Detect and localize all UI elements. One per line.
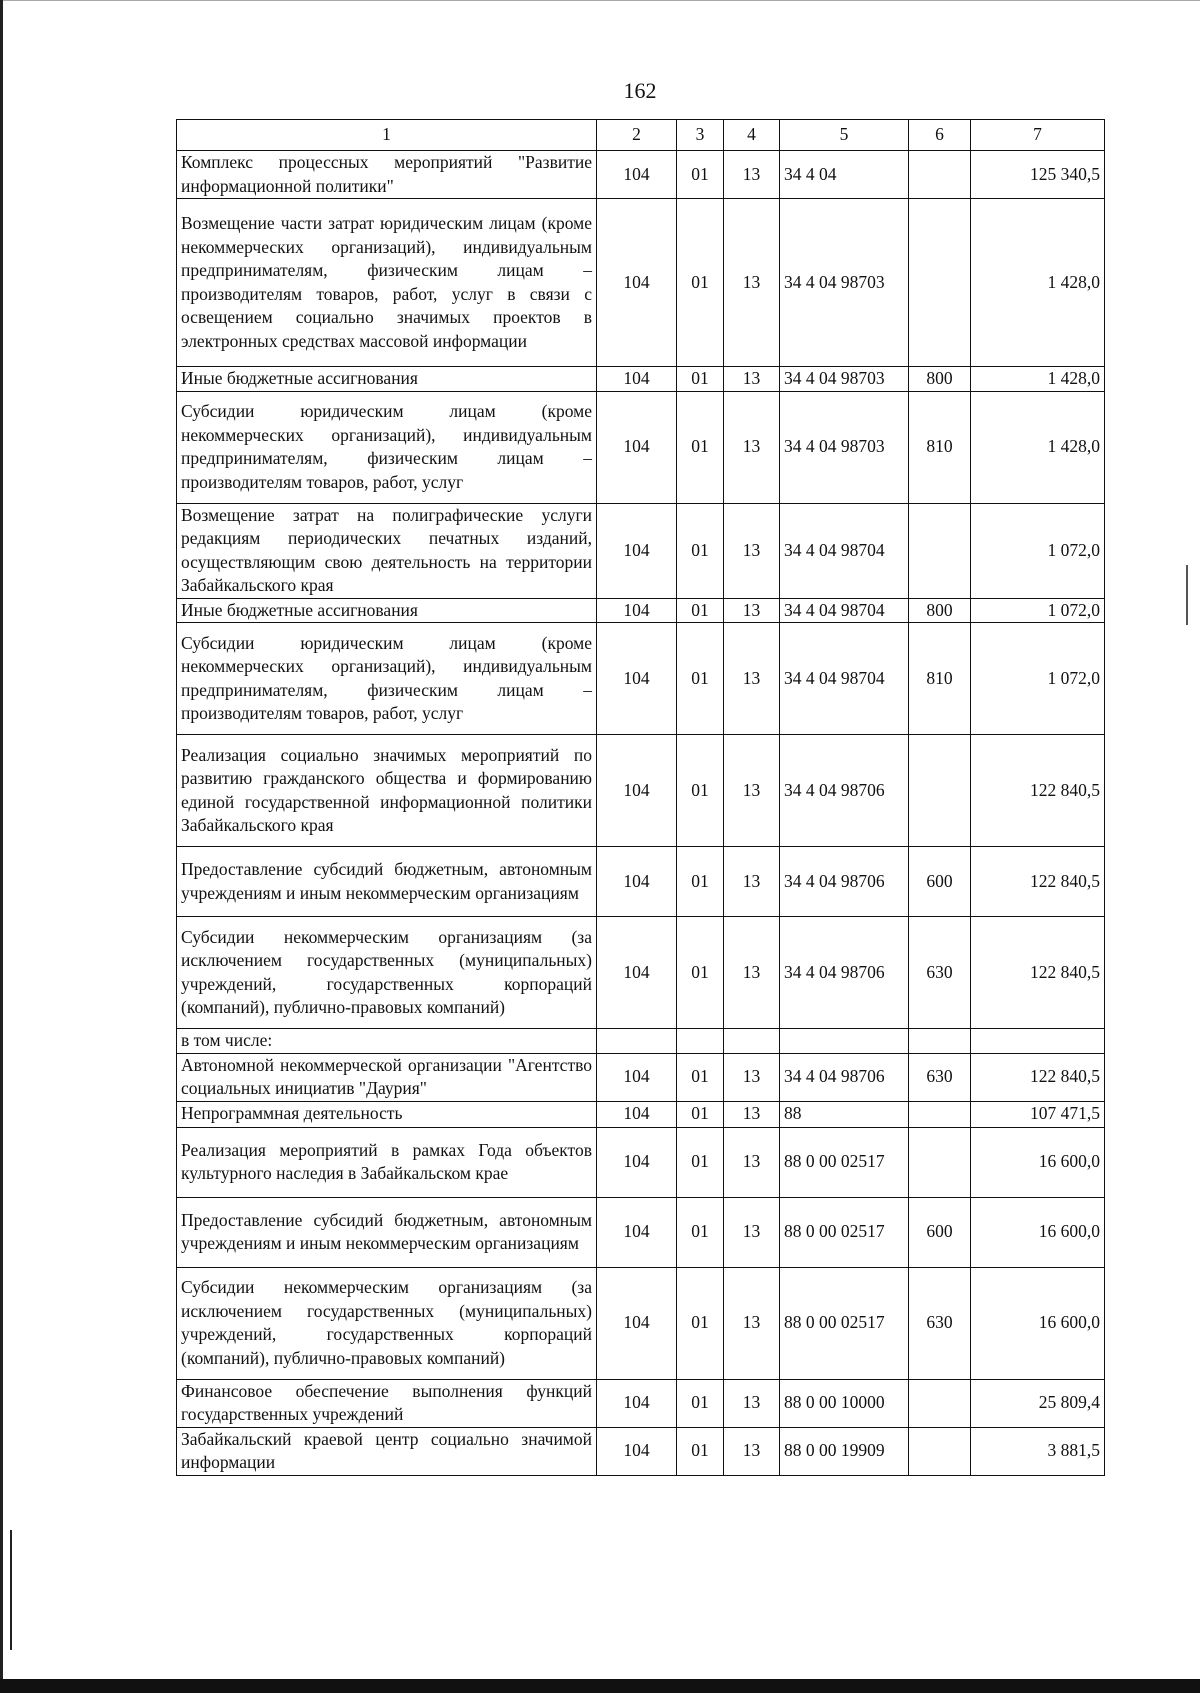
row-expense-type: 630	[909, 1267, 971, 1379]
row-expense-type	[909, 199, 971, 367]
row-section: 104	[597, 503, 677, 598]
row-code: 13	[724, 917, 780, 1029]
row-subsection: 01	[677, 391, 724, 503]
row-expense-type: 630	[909, 1053, 971, 1101]
row-code: 13	[724, 1427, 780, 1475]
row-code: 13	[724, 847, 780, 917]
table-row	[177, 391, 1105, 503]
row-expense-type	[909, 735, 971, 847]
scan-mark-right	[1186, 565, 1188, 625]
row-code	[724, 1029, 780, 1054]
row-expense-type	[909, 1127, 971, 1197]
row-description: Предоставление субсидий бюджетным, автономным учреждениям и иным некоммерческим организациям	[177, 1197, 597, 1267]
table-row	[177, 1197, 1105, 1267]
row-description: Финансовое обеспечение выполнения функций государственных учреждений	[177, 1379, 597, 1427]
row-expense-type: 800	[909, 598, 971, 623]
row-description: Автономной некоммерческой организации "Агентство социальных инициатив "Даурия"	[177, 1053, 597, 1101]
row-description: Забайкальский краевой центр социально значимой информации	[177, 1427, 597, 1475]
row-amount: 3 881,5	[971, 1427, 1105, 1475]
row-amount: 122 840,5	[971, 735, 1105, 847]
row-description: Реализация социально значимых мероприятий по развитию гражданского общества и формированию единой государственной информационной политики Забайкальского края	[177, 735, 597, 847]
row-subsection: 01	[677, 1101, 724, 1127]
row-code: 13	[724, 598, 780, 623]
row-code: 13	[724, 1053, 780, 1101]
row-description: Субсидии юридическим лицам (кроме некоммерческих организаций), индивидуальным предпринимателям, физическим лицам – производителям товаров, работ, услуг	[177, 391, 597, 503]
row-code: 13	[724, 199, 780, 367]
row-expense-type: 800	[909, 367, 971, 392]
row-amount: 122 840,5	[971, 917, 1105, 1029]
table-row	[177, 1379, 1105, 1427]
row-expense-type: 600	[909, 1197, 971, 1267]
scan-border-bottom	[0, 1679, 1200, 1693]
row-amount: 125 340,5	[971, 151, 1105, 199]
row-code: 13	[724, 1379, 780, 1427]
row-amount	[971, 1029, 1105, 1054]
table-body	[177, 151, 1105, 1476]
table-row	[177, 1101, 1105, 1127]
row-subsection: 01	[677, 598, 724, 623]
row-target-article: 34 4 04 98703	[780, 367, 909, 392]
page-number: 162	[623, 78, 657, 103]
header-col-2: 2	[597, 120, 677, 151]
row-description: Реализация мероприятий в рамках Года объектов культурного наследия в Забайкальском крае	[177, 1127, 597, 1197]
row-expense-type: 810	[909, 623, 971, 735]
row-section	[597, 1029, 677, 1054]
row-amount: 107 471,5	[971, 1101, 1105, 1127]
row-code: 13	[724, 1127, 780, 1197]
row-subsection: 01	[677, 623, 724, 735]
table-row	[177, 1267, 1105, 1379]
row-amount: 1 428,0	[971, 367, 1105, 392]
row-target-article: 34 4 04	[780, 151, 909, 199]
row-amount: 16 600,0	[971, 1267, 1105, 1379]
row-description: Субсидии некоммерческим организациям (за исключением государственных (муниципальных) учреждений, государственных корпораций (компаний), публично-правовых компаний)	[177, 1267, 597, 1379]
row-expense-type: 630	[909, 917, 971, 1029]
row-target-article: 88 0 00 02517	[780, 1267, 909, 1379]
table-row	[177, 151, 1105, 199]
table-row	[177, 1427, 1105, 1475]
table-row	[177, 503, 1105, 598]
row-target-article: 88 0 00 02517	[780, 1197, 909, 1267]
row-expense-type	[909, 1029, 971, 1054]
row-subsection: 01	[677, 847, 724, 917]
row-description: Иные бюджетные ассигнования	[177, 598, 597, 623]
row-section: 104	[597, 1101, 677, 1127]
row-description: в том числе:	[177, 1029, 597, 1054]
header-col-3: 3	[677, 120, 724, 151]
row-subsection: 01	[677, 1267, 724, 1379]
row-target-article: 34 4 04 98706	[780, 847, 909, 917]
row-target-article: 88 0 00 10000	[780, 1379, 909, 1427]
row-description: Субсидии некоммерческим организациям (за исключением государственных (муниципальных) учреждений, государственных корпораций (компаний), публично-правовых компаний)	[177, 917, 597, 1029]
row-section: 104	[597, 598, 677, 623]
row-section: 104	[597, 151, 677, 199]
row-expense-type	[909, 1427, 971, 1475]
table-row	[177, 1053, 1105, 1101]
row-target-article: 88 0 00 02517	[780, 1127, 909, 1197]
row-code: 13	[724, 503, 780, 598]
row-subsection: 01	[677, 503, 724, 598]
row-subsection: 01	[677, 151, 724, 199]
row-target-article: 34 4 04 98704	[780, 623, 909, 735]
table-row	[177, 847, 1105, 917]
row-code: 13	[724, 151, 780, 199]
scan-border-left	[0, 0, 3, 1693]
row-section: 104	[597, 1379, 677, 1427]
header-col-5: 5	[780, 120, 909, 151]
row-target-article: 88	[780, 1101, 909, 1127]
row-target-article: 34 4 04 98703	[780, 391, 909, 503]
row-section: 104	[597, 1197, 677, 1267]
row-section: 104	[597, 1127, 677, 1197]
header-col-4: 4	[724, 120, 780, 151]
header-row	[177, 120, 1105, 151]
table-row	[177, 1127, 1105, 1197]
row-target-article: 34 4 04 98706	[780, 917, 909, 1029]
scan-border-top	[0, 0, 1200, 1]
row-amount: 1 428,0	[971, 199, 1105, 367]
row-code: 13	[724, 1267, 780, 1379]
row-target-article: 34 4 04 98704	[780, 503, 909, 598]
table-row	[177, 367, 1105, 392]
row-subsection: 01	[677, 1053, 724, 1101]
row-section: 104	[597, 1053, 677, 1101]
row-subsection: 01	[677, 735, 724, 847]
row-description: Субсидии юридическим лицам (кроме некоммерческих организаций), индивидуальным предпринимателям, физическим лицам – производителям товаров, работ, услуг	[177, 623, 597, 735]
row-section: 104	[597, 391, 677, 503]
row-code: 13	[724, 623, 780, 735]
row-amount: 122 840,5	[971, 847, 1105, 917]
header-col-1: 1	[177, 120, 597, 151]
row-subsection: 01	[677, 1379, 724, 1427]
row-section: 104	[597, 847, 677, 917]
row-subsection: 01	[677, 1127, 724, 1197]
row-amount: 1 428,0	[971, 391, 1105, 503]
header-col-7: 7	[971, 120, 1105, 151]
table-row	[177, 917, 1105, 1029]
row-description: Иные бюджетные ассигнования	[177, 367, 597, 392]
row-code: 13	[724, 1197, 780, 1267]
row-subsection	[677, 1029, 724, 1054]
row-subsection: 01	[677, 917, 724, 1029]
row-expense-type	[909, 1101, 971, 1127]
row-code: 13	[724, 1101, 780, 1127]
row-amount: 1 072,0	[971, 623, 1105, 735]
row-section: 104	[597, 735, 677, 847]
row-target-article	[780, 1029, 909, 1054]
row-expense-type	[909, 503, 971, 598]
row-subsection: 01	[677, 1197, 724, 1267]
row-description: Возмещение затрат на полиграфические услуги редакциям периодических печатных изданий, осуществляющим свою деятельность на территории Забайкальского края	[177, 503, 597, 598]
row-section: 104	[597, 199, 677, 367]
table-row	[177, 735, 1105, 847]
header-col-6: 6	[909, 120, 971, 151]
row-target-article: 88 0 00 19909	[780, 1427, 909, 1475]
row-section: 104	[597, 623, 677, 735]
table-row	[177, 199, 1105, 367]
row-code: 13	[724, 391, 780, 503]
row-subsection: 01	[677, 1427, 724, 1475]
row-description: Комплекс процессных мероприятий "Развитие информационной политики"	[177, 151, 597, 199]
row-section: 104	[597, 1427, 677, 1475]
row-amount: 25 809,4	[971, 1379, 1105, 1427]
row-amount: 122 840,5	[971, 1053, 1105, 1101]
row-subsection: 01	[677, 367, 724, 392]
row-amount: 16 600,0	[971, 1127, 1105, 1197]
row-code: 13	[724, 367, 780, 392]
row-target-article: 34 4 04 98706	[780, 735, 909, 847]
row-code: 13	[724, 735, 780, 847]
row-amount: 1 072,0	[971, 503, 1105, 598]
row-target-article: 34 4 04 98706	[780, 1053, 909, 1101]
row-expense-type: 810	[909, 391, 971, 503]
row-target-article: 34 4 04 98703	[780, 199, 909, 367]
row-subsection: 01	[677, 199, 724, 367]
row-description: Непрограммная деятельность	[177, 1101, 597, 1127]
table-row	[177, 598, 1105, 623]
row-section: 104	[597, 367, 677, 392]
table-row	[177, 623, 1105, 735]
row-amount: 16 600,0	[971, 1197, 1105, 1267]
row-expense-type: 600	[909, 847, 971, 917]
row-section: 104	[597, 1267, 677, 1379]
row-description: Предоставление субсидий бюджетным, автономным учреждениям и иным некоммерческим организациям	[177, 847, 597, 917]
row-section: 104	[597, 917, 677, 1029]
row-expense-type	[909, 151, 971, 199]
table-row	[177, 1029, 1105, 1054]
scan-mark-left-bottom	[10, 1530, 12, 1650]
row-amount: 1 072,0	[971, 598, 1105, 623]
budget-table	[176, 119, 1105, 1476]
row-expense-type	[909, 1379, 971, 1427]
row-target-article: 34 4 04 98704	[780, 598, 909, 623]
row-description: Возмещение части затрат юридическим лицам (кроме некоммерческих организаций), индивидуальным предпринимателям, физическим лицам – производителям товаров, работ, услуг в связи с освещением социально значимых проектов в электронных средствах массовой информации	[177, 199, 597, 367]
